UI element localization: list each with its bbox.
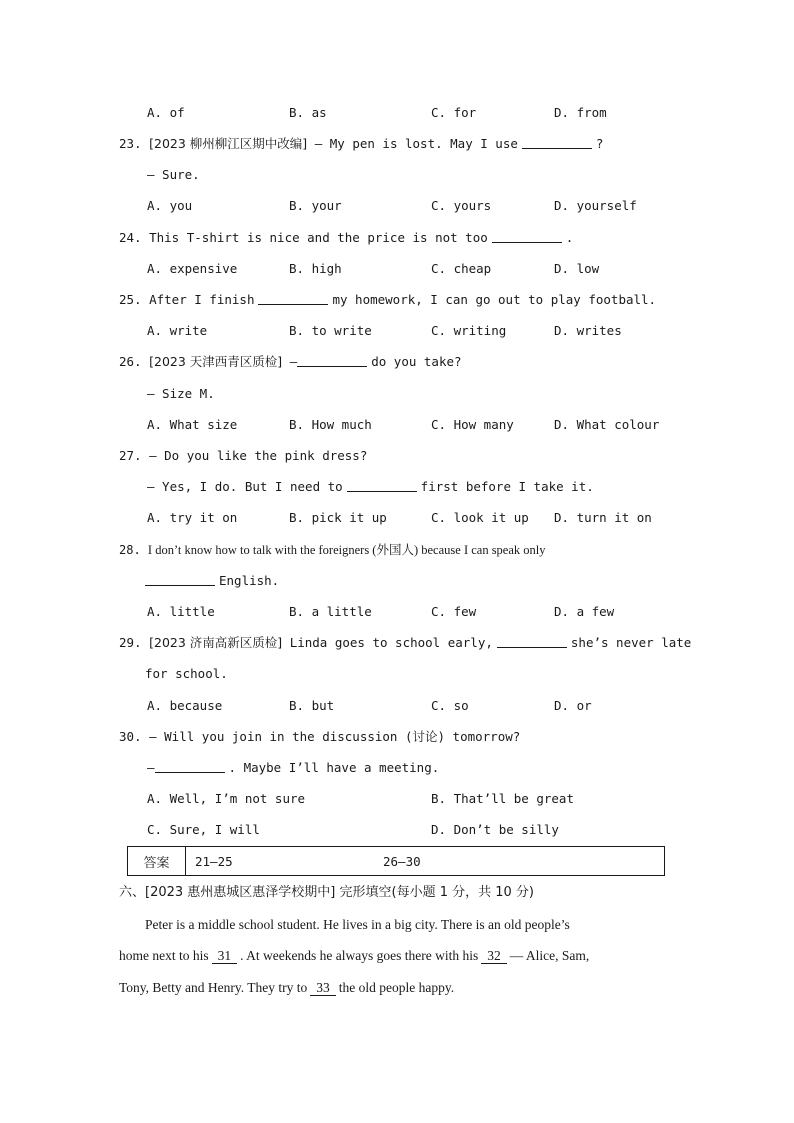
q29-tag: [2023 济南高新区质检] bbox=[149, 635, 283, 650]
q23-option-c: C. yours bbox=[431, 198, 492, 213]
line3-after: the old people happy. bbox=[338, 980, 455, 995]
q30-stem-text: — Will you join in the discussion (讨论) tomorrow? bbox=[149, 729, 521, 744]
q28-stem-after: English. bbox=[219, 573, 280, 588]
q25-option-d: D. writes bbox=[554, 323, 622, 338]
line2-before: home next to his bbox=[119, 948, 209, 963]
q30-option-c: C. Sure, I will bbox=[147, 822, 260, 837]
q29-stem-line2: for school. bbox=[145, 666, 228, 681]
q29-option-b: B. but bbox=[289, 698, 335, 713]
q29-stem-before: Linda goes to school early, bbox=[289, 635, 493, 650]
q26-option-d: D. What colour bbox=[554, 417, 660, 432]
q28-stem-line1: I don’t know how to talk with the foreigners (外国人) because I can speak only bbox=[147, 543, 546, 557]
cloze-blank-32: 32 bbox=[481, 949, 507, 964]
q29-option-c: C. so bbox=[431, 698, 469, 713]
q29-option-d: D. or bbox=[554, 698, 592, 713]
q27-stem bbox=[119, 448, 367, 464]
section6-passage-line2 bbox=[119, 948, 589, 964]
q24-option-d: D. low bbox=[554, 261, 600, 276]
q26-blank bbox=[297, 354, 367, 367]
cloze-blank-33: 33 bbox=[310, 981, 336, 996]
q30-reply bbox=[147, 760, 439, 776]
q25-stem-after: my homework, I can go out to play football. bbox=[332, 292, 657, 307]
q26-option-c: C. How many bbox=[431, 417, 514, 432]
q24-number: 24. bbox=[119, 230, 142, 245]
q30-number: 30. bbox=[119, 729, 142, 744]
q28-stem bbox=[119, 542, 546, 558]
q28-stem-line2 bbox=[145, 573, 279, 589]
q30-reply-before: — bbox=[147, 760, 155, 775]
q27-option-a: A. try it on bbox=[147, 510, 238, 525]
q25-option-c: C. writing bbox=[431, 323, 507, 338]
q25-stem bbox=[119, 292, 656, 308]
q29-stem bbox=[119, 635, 691, 651]
q26-option-b: B. How much bbox=[289, 417, 372, 432]
section6-passage-line1: Peter is a middle school student. He lives in a big city. There is an old people’s bbox=[145, 917, 570, 932]
q26-option-a: A. What size bbox=[147, 417, 238, 432]
q22-option-b: B. as bbox=[289, 105, 327, 120]
q26-number: 26. bbox=[119, 354, 142, 369]
q23-option-d: D. yourself bbox=[554, 198, 637, 213]
q25-number: 25. bbox=[119, 292, 142, 307]
q30-reply-after: . Maybe I’ll have a meeting. bbox=[228, 760, 440, 775]
q24-option-c: C. cheap bbox=[431, 261, 492, 276]
line2-mid: . At weekends he always goes there with his bbox=[240, 948, 479, 963]
q25-blank bbox=[258, 292, 328, 305]
q23-tag: [2023 柳州柳江区期中改编] bbox=[149, 136, 308, 151]
q27-reply-before: — Yes, I do. But I need to bbox=[147, 479, 343, 494]
q23-blank bbox=[522, 136, 592, 149]
q24-blank bbox=[492, 230, 562, 243]
line2-after: — Alice, Sam, bbox=[509, 948, 590, 963]
q25-stem-before: After I finish bbox=[149, 292, 255, 307]
q24-stem-after: . bbox=[565, 230, 574, 245]
q27-option-b: B. pick it up bbox=[289, 510, 387, 525]
q23-stem-before: — My pen is lost. May I use bbox=[314, 136, 518, 151]
q25-option-a: A. write bbox=[147, 323, 208, 338]
q26-tag: [2023 天津西青区质检] bbox=[149, 354, 283, 369]
q26-stem bbox=[119, 354, 462, 370]
q27-stem-text: — Do you like the pink dress? bbox=[149, 448, 368, 463]
q24-stem-before: This T-shirt is nice and the price is not too bbox=[149, 230, 488, 245]
q30-blank bbox=[155, 760, 225, 773]
q30-stem bbox=[119, 729, 520, 745]
q25-option-b: B. to write bbox=[289, 323, 372, 338]
q26-reply: — Size M. bbox=[147, 386, 215, 401]
q27-reply-after: first before I take it. bbox=[420, 479, 594, 494]
q27-option-d: D. turn it on bbox=[554, 510, 652, 525]
q29-option-a: A. because bbox=[147, 698, 223, 713]
q28-option-d: D. a few bbox=[554, 604, 615, 619]
q29-number: 29. bbox=[119, 635, 142, 650]
q23-stem-after: ? bbox=[595, 136, 604, 151]
q30-option-b: B. That’ll be great bbox=[431, 791, 574, 806]
q27-blank bbox=[347, 479, 417, 492]
q24-option-a: A. expensive bbox=[147, 261, 238, 276]
q23-reply: — Sure. bbox=[147, 167, 200, 182]
q28-option-c: C. few bbox=[431, 604, 477, 619]
q24-option-b: B. high bbox=[289, 261, 342, 276]
q28-number: 28. bbox=[119, 543, 141, 557]
q22-option-a: A. of bbox=[147, 105, 185, 120]
answer-range-21-25: 21—25 bbox=[195, 854, 233, 869]
q22-option-c: C. for bbox=[431, 105, 477, 120]
q28-option-b: B. a little bbox=[289, 604, 372, 619]
q28-option-a: A. little bbox=[147, 604, 215, 619]
q23-option-a: A. you bbox=[147, 198, 193, 213]
q27-option-c: C. look it up bbox=[431, 510, 529, 525]
line3-before: Tony, Betty and Henry. They try to bbox=[119, 980, 308, 995]
q27-number: 27. bbox=[119, 448, 142, 463]
cloze-blank-31: 31 bbox=[212, 949, 238, 964]
q23-number: 23. bbox=[119, 136, 142, 151]
q22-option-d: D. from bbox=[554, 105, 607, 120]
q27-reply bbox=[147, 479, 594, 495]
q24-stem bbox=[119, 230, 573, 246]
q30-option-d: D. Don’t be silly bbox=[431, 822, 559, 837]
q26-stem-before: — bbox=[289, 354, 298, 369]
q23-stem bbox=[119, 136, 603, 152]
q29-stem-after: she’s never late bbox=[570, 635, 692, 650]
q23-option-b: B. your bbox=[289, 198, 342, 213]
answer-label: 答案 bbox=[128, 847, 186, 875]
q26-stem-after: do you take? bbox=[371, 354, 462, 369]
q30-option-a: A. Well, I’m not sure bbox=[147, 791, 306, 806]
q29-blank bbox=[497, 635, 567, 648]
section6-passage-line3 bbox=[119, 980, 454, 996]
answer-range-26-30: 26—30 bbox=[383, 854, 421, 869]
section6-heading: 六、[2023 惠州惠城区惠泽学校期中] 完形填空(每小题 1 分，共 10 分) bbox=[119, 885, 534, 900]
q28-blank bbox=[145, 573, 215, 586]
answer-table bbox=[127, 846, 665, 876]
